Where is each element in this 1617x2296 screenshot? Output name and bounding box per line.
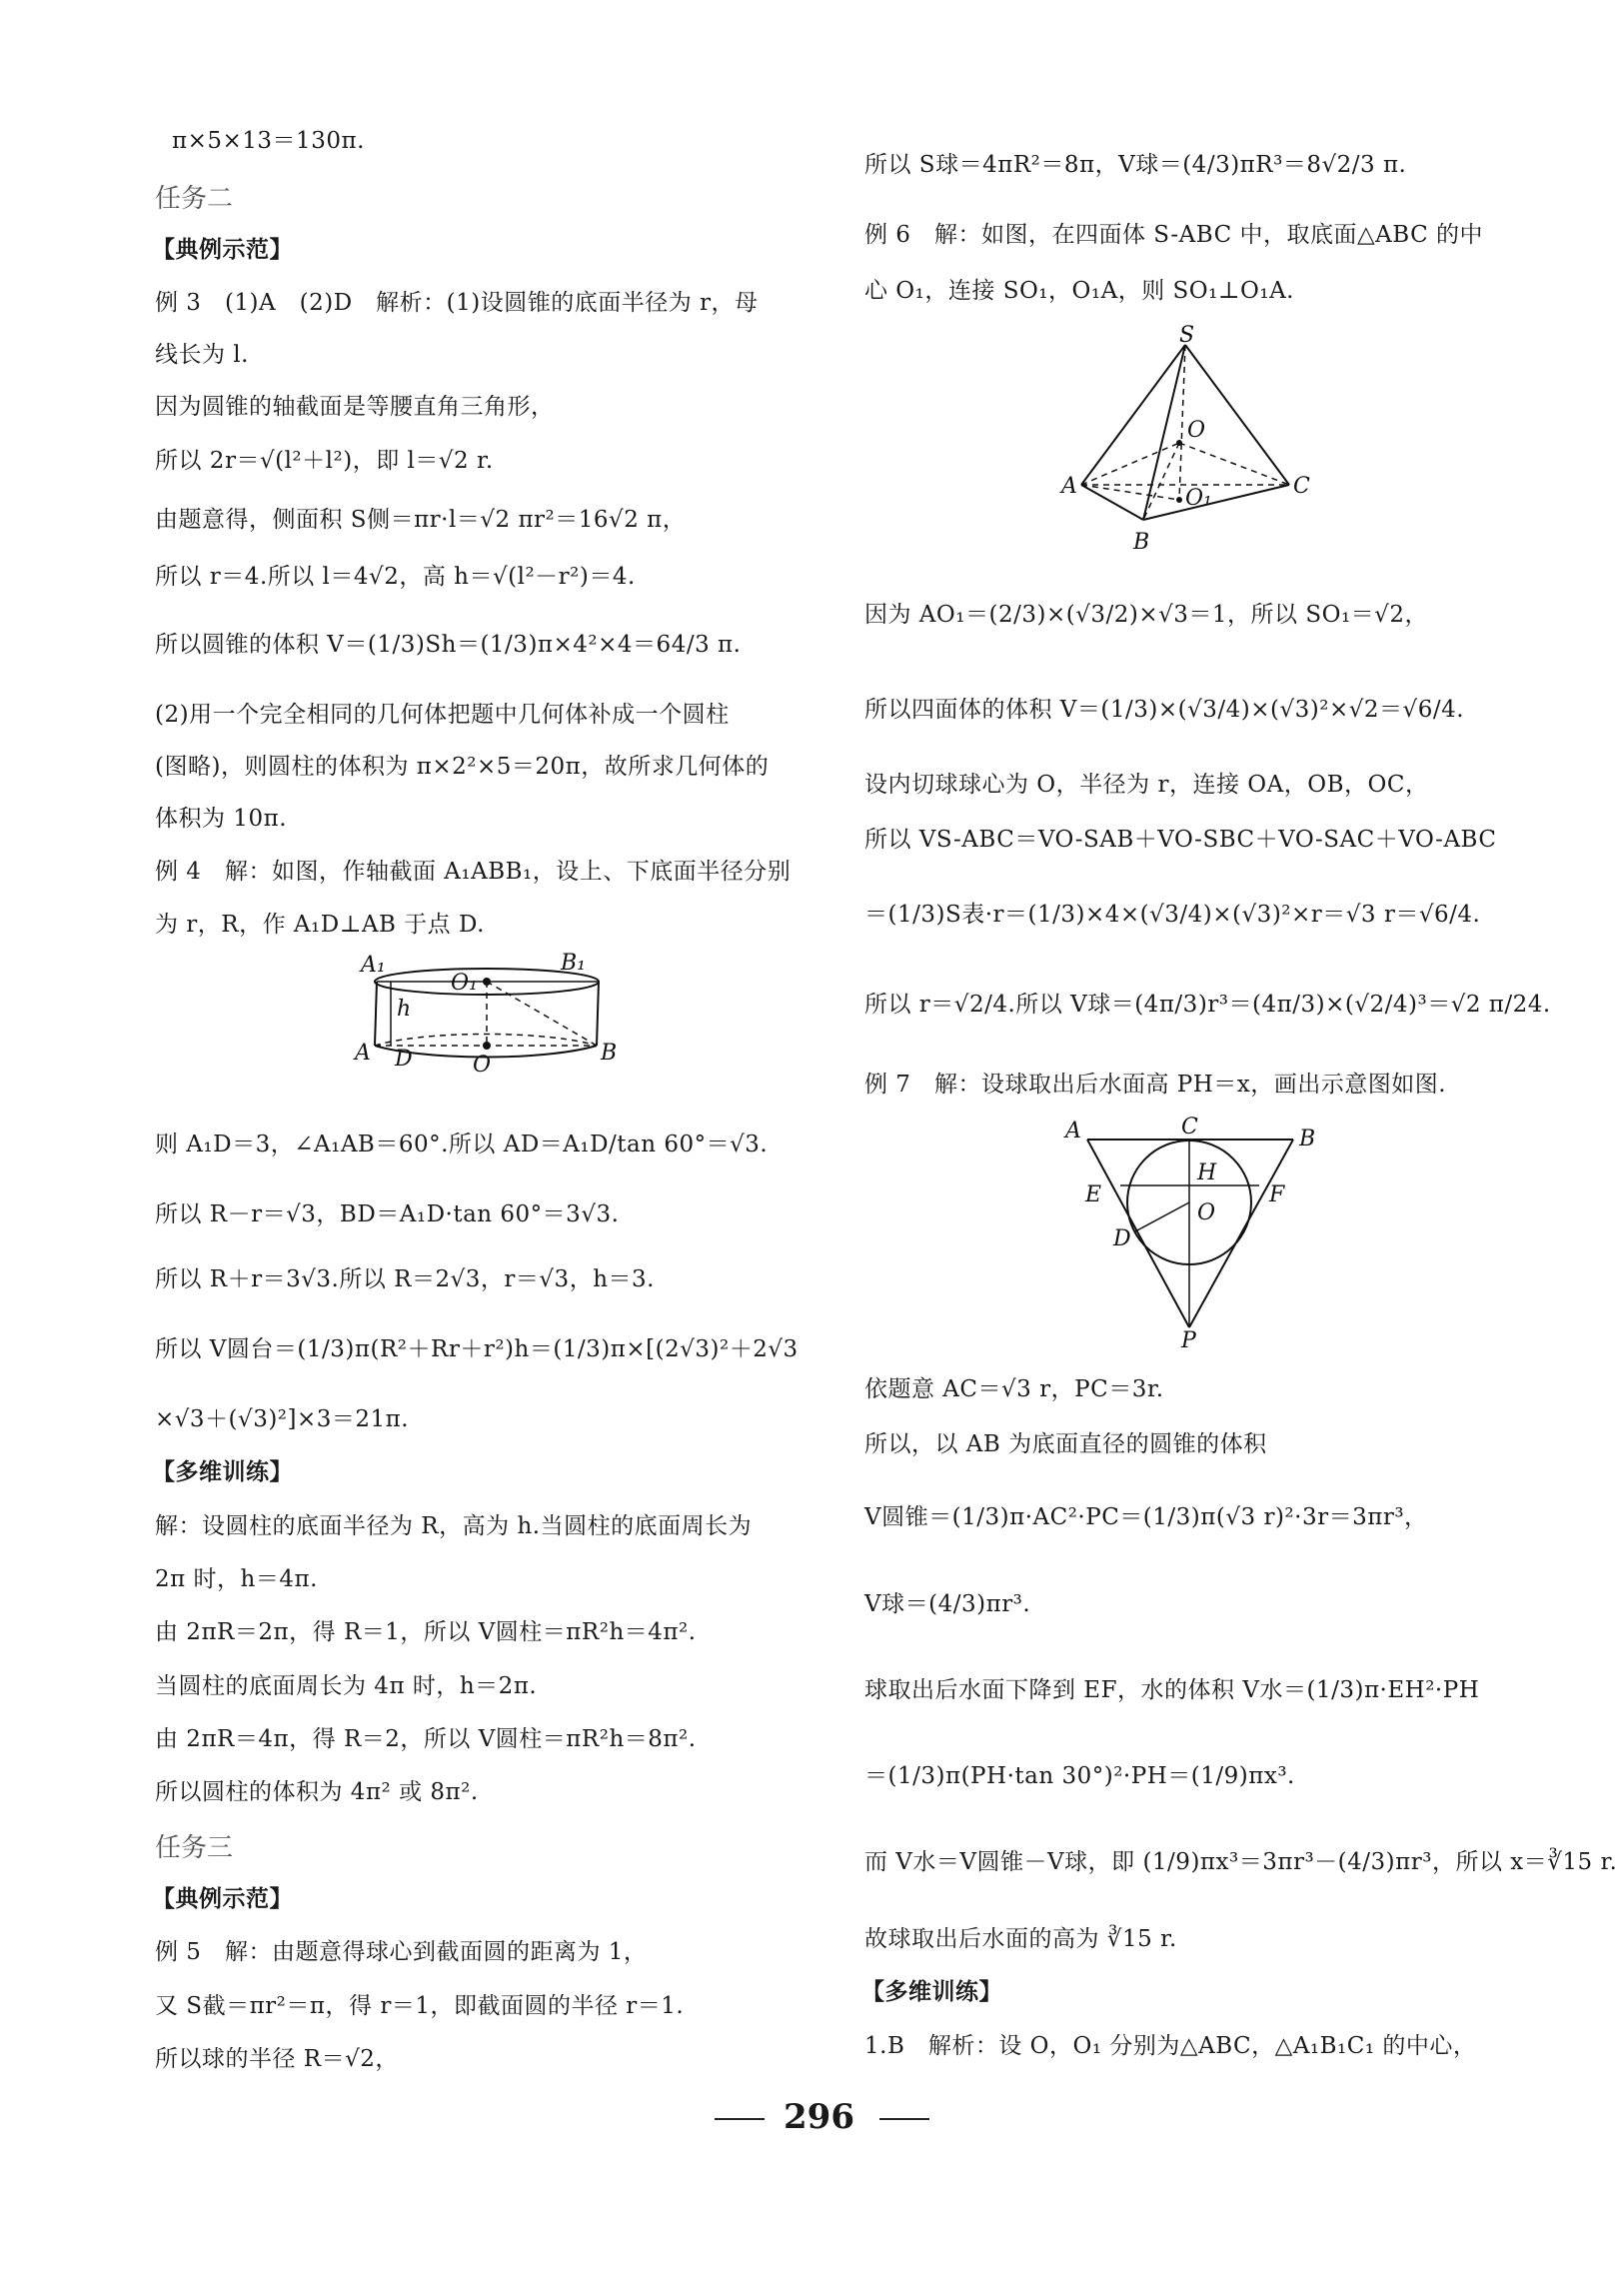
text-line: 由 2πR＝2π，得 R＝1，所以 V圆柱＝πR²h＝4π². [155, 1619, 697, 1645]
text-line: 所以，以 AB 为底面直径的圆锥的体积 [864, 1431, 1267, 1457]
text-line: 因为圆锥的轴截面是等腰直角三角形， [155, 394, 555, 420]
text-line: V圆锥＝(1/3)π·AC²·PC＝(1/3)π(√3 r)²·3r＝3πr³， [864, 1504, 1428, 1530]
text-line: 所以 R－r＝√3，BD＝A₁D·tan 60°＝3√3. [155, 1201, 620, 1227]
text-line: 解：设圆柱的底面半径为 R，高为 h.当圆柱的底面周长为 [155, 1513, 753, 1539]
text-line: 心 O₁，连接 SO₁，O₁A，则 SO₁⊥O₁A. [864, 278, 1294, 304]
label-o: O [473, 1053, 492, 1078]
text-line: 而 V水＝V圆锥－V球，即 (1/9)πx³＝3πr³－(4/3)πr³，所以 x＝∛15 r. [864, 1849, 1617, 1875]
label-b: B [1133, 530, 1150, 555]
text-line: V球＝(4/3)πr³. [864, 1591, 1031, 1617]
text-line: 所以 R＋r＝3√3.所以 R＝2√3，r＝√3，h＝3. [155, 1266, 655, 1292]
label-c: C [1181, 1115, 1198, 1140]
text-line: 设内切球球心为 O，半径为 r，连接 OA，OB，OC， [864, 772, 1429, 798]
subheading-training: 【多维训练】 [861, 1978, 1002, 2005]
text-line: π×5×13＝130π. [172, 128, 365, 154]
cone-sphere-figure [1057, 1115, 1317, 1353]
text-line: 由 2πR＝4π，得 R＝2，所以 V圆柱＝πR²h＝8π². [155, 1726, 697, 1752]
text-line: 例 6 解：如图，在四面体 S-ABC 中，取底面△ABC 的中 [864, 222, 1484, 248]
text-line: 1.B 解析：设 O，O₁ 分别为△ABC，△A₁B₁C₁ 的中心， [864, 2033, 1477, 2059]
label-o: O [1197, 1200, 1216, 1225]
label-p: P [1181, 1328, 1196, 1353]
text-line: 所以 r＝4.所以 l＝4√2，高 h＝√(l²－r²)＝4. [155, 564, 636, 590]
text-line: 所以 VS-ABC＝VO-SAB＋VO-SBC＋VO-SAC＋VO-ABC [864, 827, 1497, 853]
text-line: 2π 时，h＝4π. [155, 1566, 318, 1592]
text-line: 例 7 解：设球取出后水面高 PH＝x，画出示意图如图. [864, 1072, 1447, 1098]
text-line: ＝(1/3)S表·r＝(1/3)×4×(√3/4)×(√3)²×r＝√3 r＝√6/4. [864, 902, 1481, 928]
text-line: 故球取出后水面的高为 ∛15 r. [864, 1926, 1177, 1952]
section-heading-task3: 任务三 [155, 1833, 234, 1863]
text-line: 所以球的半径 R＝√2， [155, 2046, 399, 2072]
label-a: A [1065, 1119, 1081, 1144]
text-line: 例 3 (1)A (2)D 解析：(1)设圆锥的底面半径为 r，母 [155, 290, 759, 316]
label-f: F [1269, 1182, 1285, 1207]
label-s: S [1179, 323, 1195, 348]
page-number-dash-right [879, 2118, 929, 2120]
label-o: O [1187, 418, 1206, 443]
label-d: D [395, 1047, 413, 1072]
label-a: A [355, 1041, 371, 1066]
page-number-dash-left [715, 2118, 765, 2120]
tetrahedron-figure [1059, 325, 1309, 565]
label-a: A [1061, 474, 1077, 499]
label-b1: B₁ [561, 951, 586, 976]
label-h: h [397, 997, 412, 1022]
text-line: 例 4 解：如图，作轴截面 A₁ABB₁，设上、下底面半径分别 [155, 859, 792, 885]
label-a1: A₁ [361, 953, 386, 978]
subheading-example: 【典例示范】 [152, 1885, 293, 1912]
text-line: 依题意 AC＝√3 r，PC＝3r. [864, 1376, 1164, 1402]
label-e: E [1085, 1182, 1102, 1207]
text-line: 为 r，R，作 A₁D⊥AB 于点 D. [155, 912, 485, 938]
text-line: 由题意得，侧面积 S侧＝πr·l＝√2 πr²＝16√2 π， [155, 507, 687, 533]
text-line: 例 5 解：由题意得球心到截面圆的距离为 1， [155, 1939, 648, 1965]
text-line: 所以 S球＝4πR²＝8π，V球＝(4/3)πR³＝8√2/3 π. [864, 152, 1407, 178]
text-line: 所以四面体的体积 V＝(1/3)×(√3/4)×(√3)²×√2＝√6/4. [864, 697, 1465, 723]
text-line: 所以圆柱的体积为 4π² 或 8π². [155, 1779, 479, 1805]
label-o1: O₁ [451, 971, 478, 996]
text-line: 则 A₁D＝3，∠A₁AB＝60°.所以 AD＝A₁D/tan 60°＝√3. [155, 1132, 769, 1157]
section-heading-task2: 任务二 [155, 184, 234, 214]
text-line: 因为 AO₁＝(2/3)×(√3/2)×√3＝1，所以 SO₁＝√2， [864, 602, 1428, 628]
text-line: ×√3＋(√3)²]×3＝21π. [155, 1406, 410, 1432]
text-line: 又 S截＝πr²＝π，得 r＝1，即截面圆的半径 r＝1. [155, 1993, 685, 2019]
text-line: 球取出后水面下降到 EF，水的体积 V水＝(1/3)π·EH²·PH [864, 1677, 1480, 1703]
text-line: 所以 V圆台＝(1/3)π(R²＋Rr＋r²)h＝(1/3)π×[(2√3)²＋2√3 [155, 1336, 799, 1362]
text-line: 线长为 l. [155, 342, 249, 368]
text-line: 当圆柱的底面周长为 4π 时，h＝2π. [155, 1673, 538, 1699]
text-line: (2)用一个完全相同的几何体把题中几何体补成一个圆柱 [155, 702, 730, 728]
label-h: H [1197, 1160, 1217, 1185]
text-line: 所以圆锥的体积 V＝(1/3)Sh＝(1/3)π×4²×4＝64/3 π. [155, 632, 742, 658]
text-line: 所以 r＝√2/4.所以 V球＝(4π/3)r³＝(4π/3)×(√2/4)³＝√2 π/24. [864, 992, 1551, 1018]
frustum-figure [355, 950, 618, 1100]
label-b: B [1299, 1127, 1316, 1151]
text-line: (图略)，则圆柱的体积为 π×2²×5＝20π，故所求几何体的 [155, 754, 770, 780]
text-line: ＝(1/3)π(PH·tan 30°)²·PH＝(1/9)πx³. [864, 1763, 1295, 1789]
subheading-example: 【典例示范】 [152, 236, 293, 263]
label-c: C [1293, 474, 1310, 499]
text-line: 所以 2r＝√(l²＋l²)，即 l＝√2 r. [155, 448, 494, 474]
label-o1: O₁ [1185, 486, 1212, 511]
subheading-training: 【多维训练】 [152, 1458, 293, 1485]
text-line: 体积为 10π. [155, 806, 288, 832]
label-b: B [601, 1041, 618, 1066]
label-d: D [1113, 1226, 1131, 1251]
page-number: 296 [784, 2097, 854, 2137]
